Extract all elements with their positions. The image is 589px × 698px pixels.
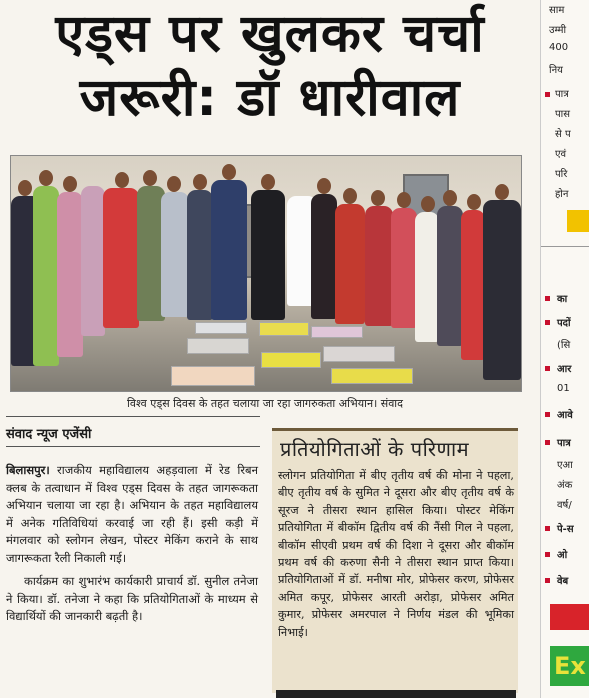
person-head [343, 188, 357, 204]
person-head [397, 192, 411, 208]
bullet-icon [545, 578, 550, 583]
divider [6, 446, 260, 447]
results-box [272, 428, 518, 693]
right-fragment: साम [549, 5, 565, 16]
right-fragment: वर्ष/ [557, 500, 572, 511]
poster [259, 322, 309, 336]
person-head [222, 164, 236, 180]
article-body [6, 462, 258, 632]
poster [261, 352, 321, 368]
poster [311, 326, 363, 338]
person [161, 192, 189, 317]
event-photo [10, 155, 522, 392]
right-fragment: का [557, 294, 568, 305]
person-head [443, 190, 457, 206]
article-paragraph-2: कार्यक्रम का शुभारंभ कार्यकारी प्राचार्य डॉ. सुनील तनेजा ने किया। डॉ. तनेजा ने कहा कि प्रतियोगिताओं के माध्यम से विद्यार्थियों की जानकारी बढ़ती है। [6, 574, 258, 623]
right-fragment: वेब [557, 576, 569, 587]
person [365, 206, 393, 326]
right-fragment: ओ [557, 550, 568, 561]
bullet-icon [545, 526, 550, 531]
right-fragment: उम्मी [549, 25, 567, 36]
photo-caption: विश्व एड्स दिवस के तहत चलाया जा रहा जागरुकता अभियान। संवाद [127, 397, 403, 410]
right-fragment: अंक [557, 480, 573, 491]
right-fragment: एवं [555, 149, 567, 160]
person [103, 188, 139, 328]
poster [323, 346, 395, 362]
next-headline-fragment [276, 690, 516, 698]
headline [4, 2, 536, 130]
right-fragment: आवे [557, 410, 573, 421]
bullet-icon [545, 412, 550, 417]
person-head [261, 174, 275, 190]
right-fragment: (सि [557, 340, 571, 351]
results-box-title: प्रतियोगिताओं के परिणाम [280, 437, 470, 461]
poster [187, 338, 249, 354]
person-head [39, 170, 53, 186]
person [81, 186, 105, 336]
person [437, 206, 463, 346]
person [483, 200, 521, 380]
person [251, 190, 285, 320]
person-head [63, 176, 77, 192]
right-fragment: से प [555, 129, 571, 140]
bullet-icon [545, 296, 550, 301]
person [57, 192, 83, 357]
person [33, 186, 59, 366]
person-head [167, 176, 181, 192]
person-head [18, 180, 32, 196]
right-fragment: पात्र [555, 89, 569, 100]
bullet-icon [545, 366, 550, 371]
person [335, 204, 365, 324]
bullet-icon [545, 552, 550, 557]
person [461, 210, 485, 360]
person-head [115, 172, 129, 188]
right-fragment: पदों [557, 318, 571, 329]
person [311, 194, 337, 319]
bullet-icon [545, 440, 550, 445]
person-head [421, 196, 435, 212]
person-head [495, 184, 509, 200]
poster [195, 322, 247, 334]
right-fragment: 400 [549, 42, 569, 53]
divider [541, 246, 589, 247]
bullet-icon [545, 92, 550, 97]
person-head [143, 170, 157, 186]
right-fragment: पात्र [557, 438, 571, 449]
green-ad: Ex [550, 646, 589, 686]
headline-line-2: जरूरी: डॉ धारीवाल [79, 68, 461, 128]
poster [331, 368, 413, 384]
divider [6, 416, 260, 417]
right-fragment: आर [557, 364, 572, 375]
right-fragment: परि [555, 169, 568, 180]
red-banner [550, 604, 589, 630]
person-head [317, 178, 331, 194]
right-fragment: 01 [557, 383, 570, 394]
right-fragment: होन [555, 189, 569, 200]
right-fragment: निय [549, 65, 563, 76]
right-fragment: पे-स [557, 524, 574, 535]
bullet-icon [545, 320, 550, 325]
headline-line-1: एड्स पर खुलकर चर्चा [55, 4, 485, 64]
right-fragment: पास [555, 109, 571, 120]
person-head [193, 174, 207, 190]
article-paragraph-1 [6, 462, 258, 567]
poster [171, 366, 255, 386]
yellow-box [567, 210, 589, 232]
byline: संवाद न्यूज एजेंसी [6, 427, 92, 442]
person [391, 208, 417, 328]
person-head [371, 190, 385, 206]
right-fragment: एआ [557, 460, 573, 471]
person [211, 180, 247, 320]
right-column-fragment [540, 0, 589, 698]
dateline: बिलासपुर। [6, 463, 50, 477]
person-head [467, 194, 481, 210]
article-text-1: राजकीय महाविद्यालय अहड़वाला में रेड रिबन क्लब के तत्वाधान में विश्व एड्स दिवस के तहत जागरूकता अभियान चलाया जा रहा है। अभियान के तहत महाविद्यालय में अनेक गतिविधियां करवाई जा रही हैं। इसी कड़ी में मंगलवार को स्लोगन लेखन, पोस्टर मेकिंग कराने के साथ जागरूकता रैली निकाली गई। [6, 463, 258, 565]
results-box-text: स्लोगन प्रतियोगिता में बीए तृतीय वर्ष की मोना ने पहला, बीए तृतीय वर्ष के सुमित ने दूसरा और बीए तृतीय वर्ष के सूरज ने तीसरा स्थान हासिल किया। पोस्टर मेकिंग प्रतियोगिता में बीकॉम द्वितीय वर्ष की नैंसी गिल ने पहला, बीकॉम सीएवी प्रथम वर्ष की दिशा ने दूसरा और बीकॉम प्रथम वर्ष की करुणा सैनी ने तीसरा स्थान प्राप्त किया। प्रतियोगिताओं में डॉ. मनीषा मोर, प्रोफेसर करण, प्रोफेसर अमित कपूर, प्रोफेसर आरती अरोड़ा, प्रोफेसर अमित कुमार, प्रोफेसर अमरपाल ने निर्णय मंडल की भूमिका निभाई। [278, 469, 514, 639]
person [415, 212, 439, 342]
person [187, 190, 213, 320]
